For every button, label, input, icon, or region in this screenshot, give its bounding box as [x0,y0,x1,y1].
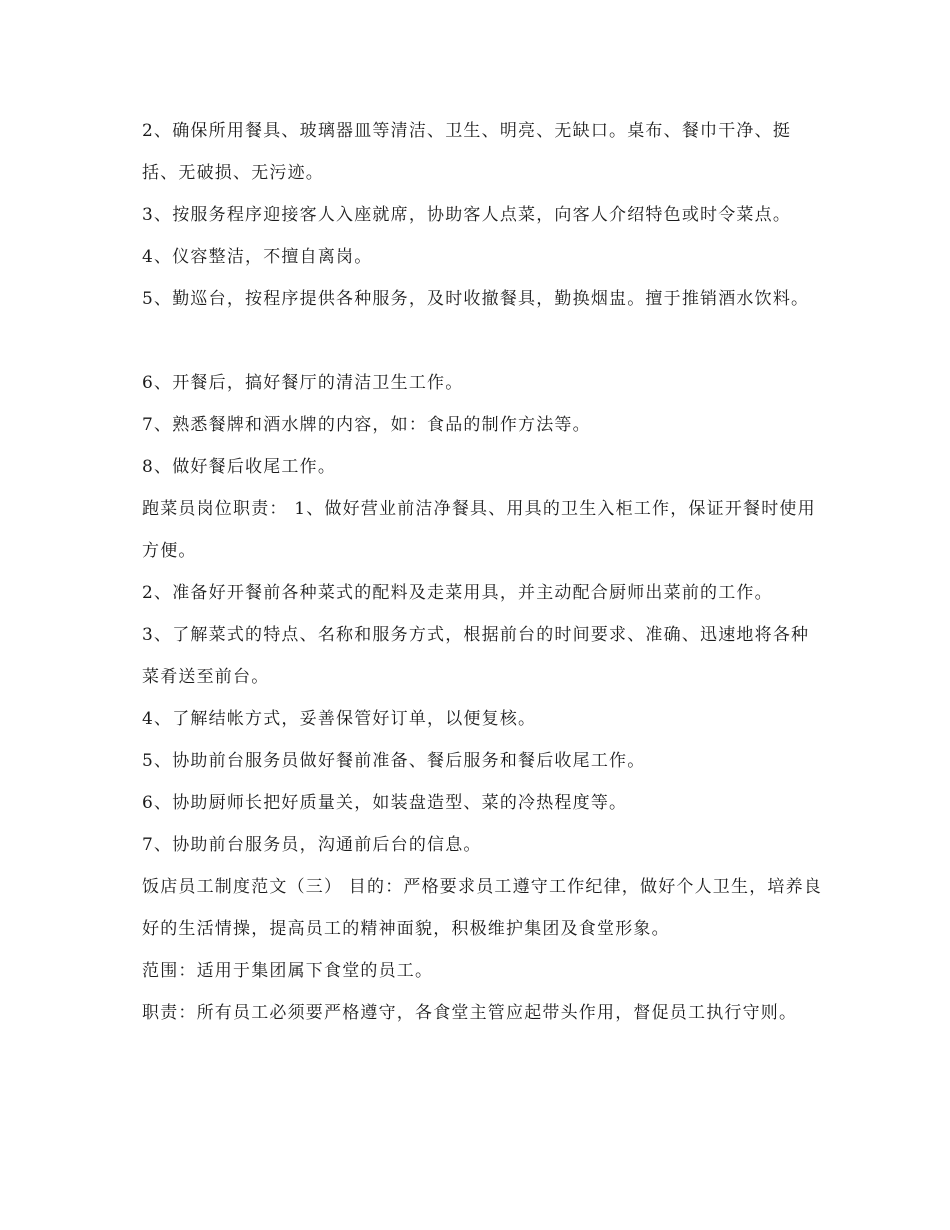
document-body [142,110,822,1034]
policy-purpose: 饭店员工制度范文（三） 目的：严格要求员工遵守工作纪律，做好个人卫生，培养良好的生活情操，提高员工的精神面貌，积极维护集团及食堂形象。 [142,877,823,939]
runner-duty-3: 3、了解菜式的特点、名称和服务方式，根据前台的时间要求、准确、迅速地将各种菜肴送至前台。 [142,625,810,687]
paragraph-item-3: 3、按服务程序迎接客人入座就席，协助客人点菜，向客人介绍特色或时令菜点。 [142,205,792,225]
paragraph-item-8: 8、做好餐后收尾工作。 [142,457,337,477]
runner-duty-2: 2、准备好开餐前各种菜式的配料及走菜用具，并主动配合厨师出菜前的工作。 [142,583,773,603]
paragraph-item-6: 6、开餐后，搞好餐厅的清洁卫生工作。 [142,373,464,393]
runner-duties-intro: 跑菜员岗位职责： 1、做好营业前洁净餐具、用具的卫生入柜工作，保证开餐时使用方便。 [142,499,816,561]
runner-duty-4: 4、了解结帐方式，妥善保管好订单，以便复核。 [142,709,537,729]
paragraph-item-4: 4、仪容整洁，不擅自离岗。 [142,247,373,267]
runner-duty-5: 5、协助前台服务员做好餐前准备、餐后服务和餐后收尾工作。 [142,751,646,771]
runner-duty-7: 7、协助前台服务员，沟通前后台的信息。 [142,835,482,855]
policy-scope: 范围：适用于集团属下食堂的员工。 [142,961,434,981]
policy-responsibility: 职责：所有员工必须要严格遵守，各食堂主管应起带头作用，督促员工执行守则。 [142,1003,798,1023]
paragraph-spacer [142,320,822,362]
paragraph-item-7: 7、熟悉餐牌和酒水牌的内容，如：食品的制作方法等。 [142,415,591,435]
runner-duty-6: 6、协助厨师长把好质量关，如装盘造型、菜的冷热程度等。 [142,793,628,813]
paragraph-item-2: 2、确保所用餐具、玻璃器皿等清洁、卫生、明亮、无缺口。桌布、餐巾干净、挺括、无破损、无污迹。 [142,121,792,183]
paragraph-item-5: 5、勤巡台，按程序提供各种服务，及时收撤餐具，勤换烟盅。擅于推销酒水饮料。 [142,289,810,309]
